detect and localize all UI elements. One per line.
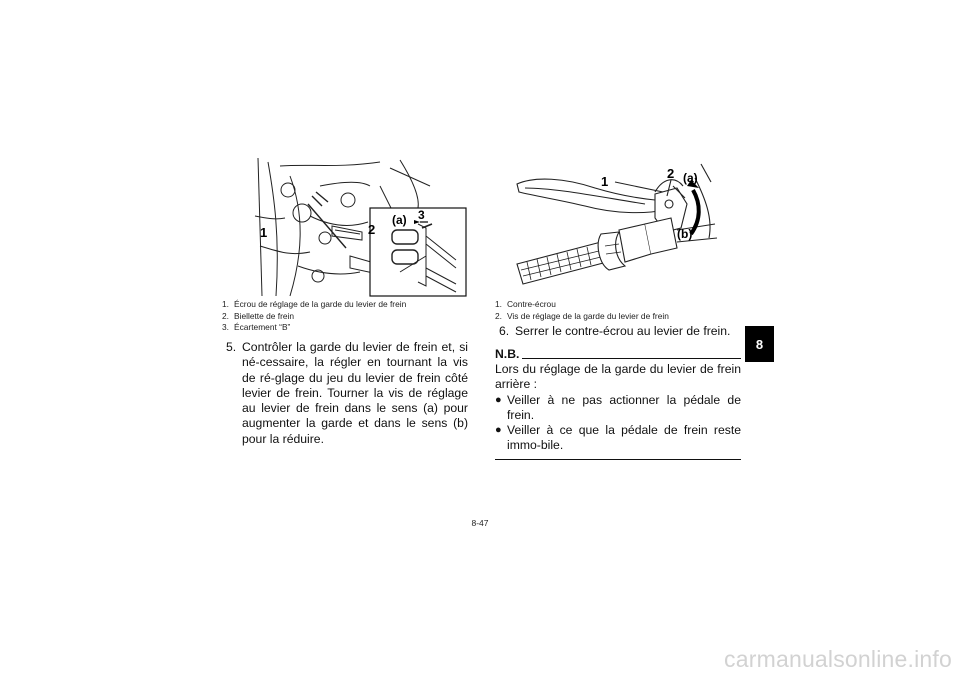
watermark: carmanualsonline.info — [724, 646, 952, 672]
figure-left-captions — [222, 299, 472, 334]
note-heading — [495, 346, 741, 362]
caption-item: 3. Écartement “B” — [222, 322, 291, 333]
note-rule-top — [522, 358, 741, 359]
note-intro: Lors du réglage de la garde du levier de frein arrière : — [495, 362, 741, 392]
note-bullet: ● Veiller à ce que la pédale de frein reste immo-bile. — [495, 423, 741, 453]
callout-3-left: 3 — [418, 208, 425, 222]
step-6-number: 6. — [499, 324, 510, 338]
caption-item: 1. Écrou de réglage de la garde du levier de frein — [222, 299, 407, 309]
step-5-text: Contrôler la garde du levier de frein et, si né-cessaire, la régler en tournant la vis de ré-glage du jeu du levier de frein côté levier de frein. Tourner la vis de réglage au levier de frein dans le sens (a) pour augmenter la garde et dans le sens (b) pour la réduire. — [242, 340, 468, 446]
callout-1-right: 1 — [601, 174, 609, 189]
section-tab: 8 — [745, 326, 774, 362]
callout-1-left: 1 — [260, 225, 268, 240]
figure-left-brake-rod — [250, 156, 470, 299]
page-number: 8-47 — [471, 518, 489, 528]
note-block — [495, 346, 741, 460]
caption-item: 1. Contre-écrou — [495, 299, 556, 309]
callout-2-left: 2 — [368, 222, 376, 237]
caption-item: 2. Biellette de frein — [222, 310, 295, 321]
callout-b-right: (b) — [677, 227, 693, 241]
bullet-icon: ● — [495, 424, 502, 437]
figure-right-brake-lever — [505, 158, 720, 298]
step-5 — [226, 340, 468, 447]
note-title: N.B. — [495, 346, 520, 361]
brake-lever-illustration — [505, 158, 720, 298]
figure-right-captions — [495, 299, 745, 322]
brake-rod-illustration — [250, 156, 470, 299]
note-rule-bottom — [495, 459, 741, 460]
bullet-icon: ● — [495, 393, 502, 406]
note-bullet: ● Veiller à ne pas actionner la pédale de frein. — [495, 392, 741, 422]
step-6 — [499, 324, 745, 339]
step-5-number: 5. — [226, 340, 237, 354]
step-6-text: Serrer le contre-écrou au levier de frein. — [515, 324, 731, 338]
callout-a-left: (a) — [392, 213, 407, 227]
callout-2-right: 2 — [667, 166, 675, 181]
callout-a-right: (a) — [683, 171, 698, 185]
caption-item: 2. Vis de réglage de la garde du levier de frein — [495, 310, 669, 321]
